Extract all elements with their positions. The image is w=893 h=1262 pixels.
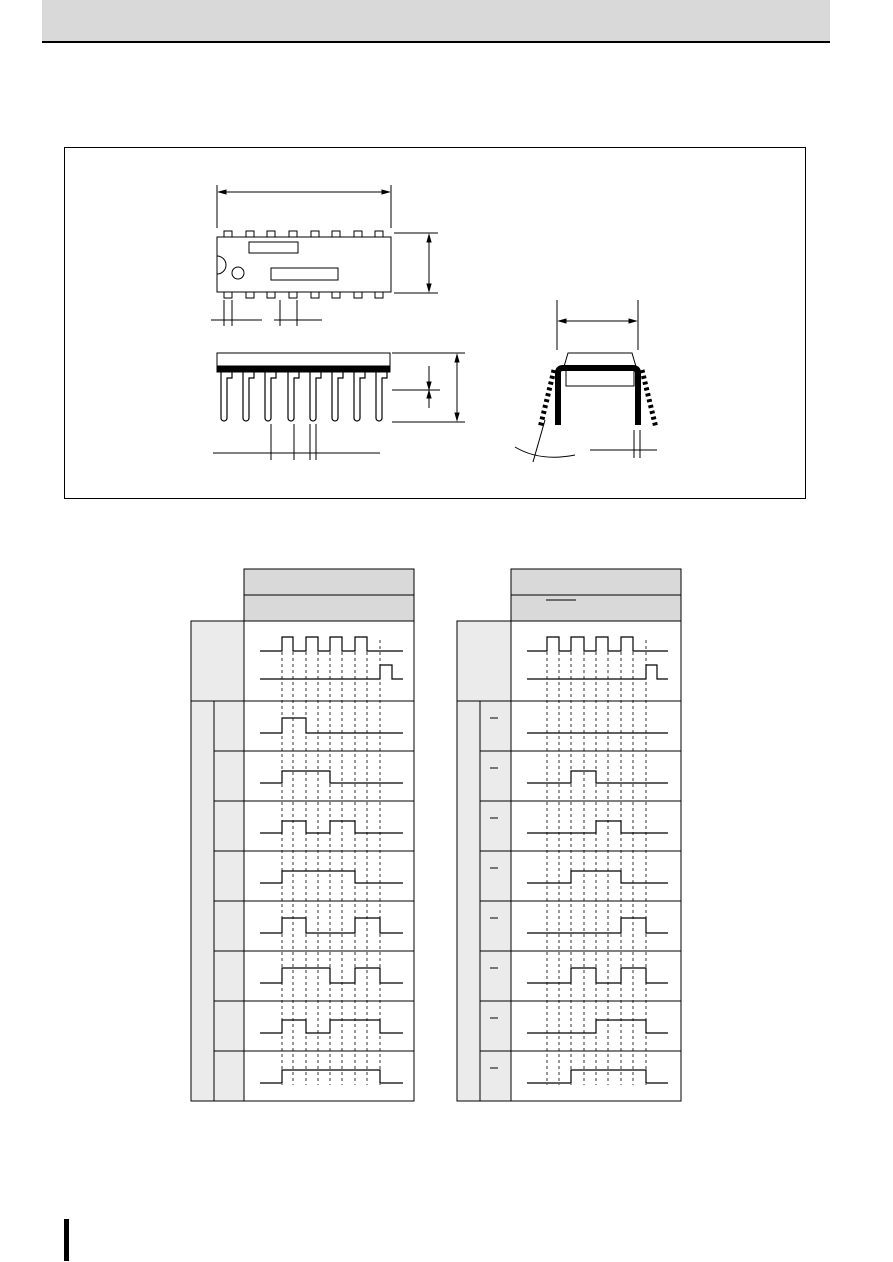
timing-chart-left: [191, 569, 414, 1101]
timing-chart-right: [457, 569, 681, 1101]
page-edge-marker: [64, 1219, 69, 1261]
